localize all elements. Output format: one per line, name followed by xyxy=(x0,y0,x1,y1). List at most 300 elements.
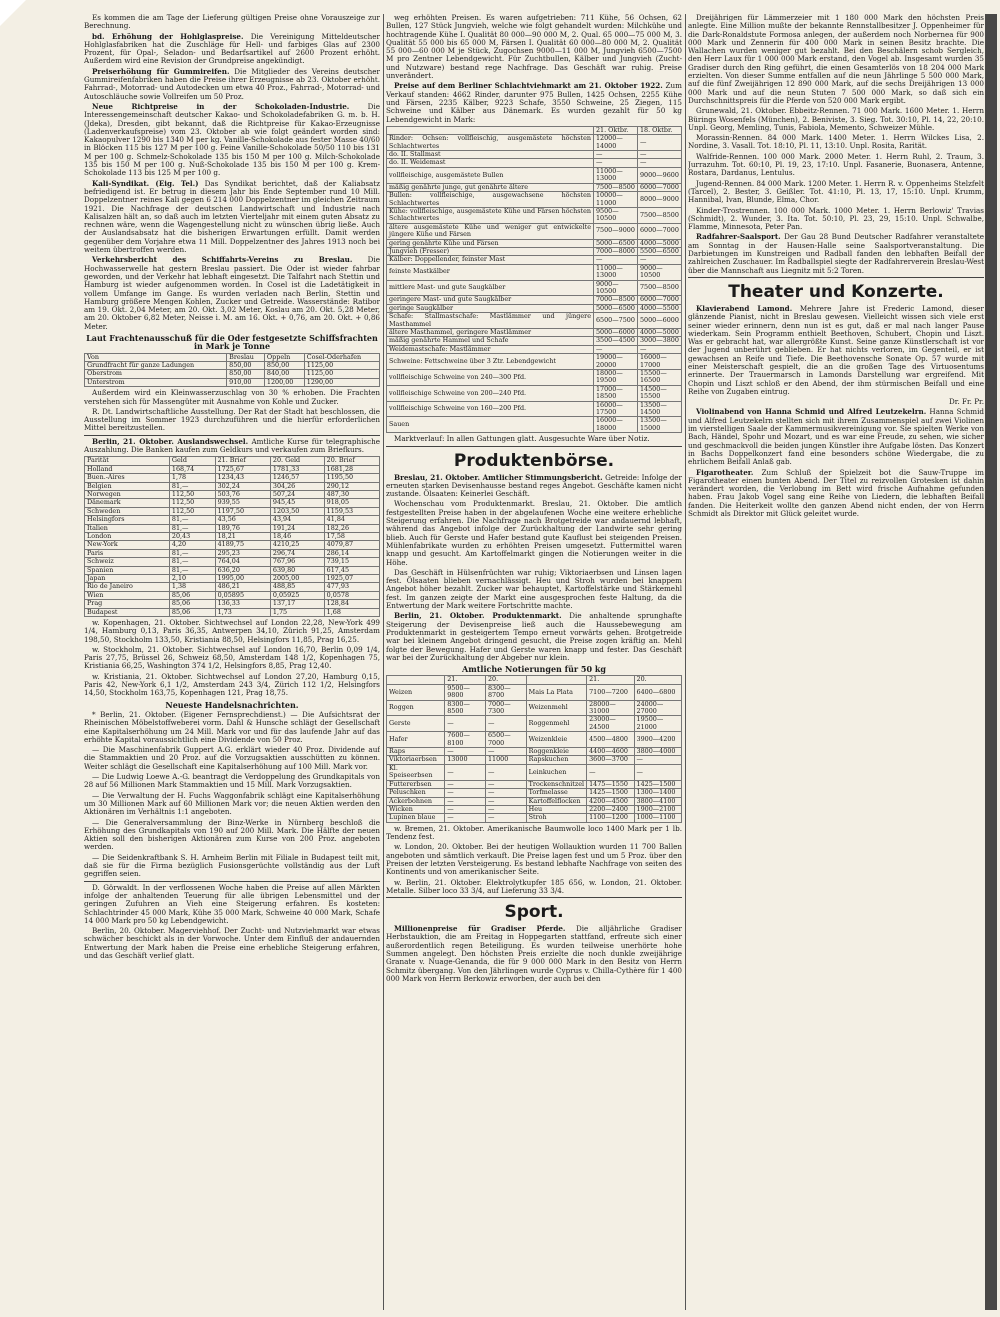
table-header-cell xyxy=(526,676,586,684)
table-cell: 5000—6500 xyxy=(593,239,637,247)
table-cell: 2200—2400 xyxy=(587,805,634,813)
table-cell: 1290,00 xyxy=(304,378,379,386)
table-header xyxy=(85,457,380,465)
article-text: Amtliche Kurse für telegraphische Auszahlung. Die Banken kaufen zum Geldkurs und verkaufen zum Briefkurs. xyxy=(84,436,380,454)
table-cell: 3000—3800 xyxy=(637,337,681,345)
article-text: Zum Schluß der Spielzeit bot die Sauw-Truppe im Figarotheater einen bunten Abend. Der Titel zu reizvollen Grotesken ist dahin verändert worden, die Verlobung im Bett wird frische Aufnahme gefunden haben. Frau Jakob Vogel sang eine Reihe von Liedern, die lebhaften Beifall fanden. Die Heiterkeit wollte den ganzen Abend nicht enden, der von Herrn Schmidt als Direktor mit Glück geleitet wurde. xyxy=(688,467,984,519)
table-cell: Budapest xyxy=(85,608,170,616)
table-cell: 17,58 xyxy=(324,532,379,540)
paragraph: — Die Maschinenfabrik Guppert A.G. erklärt wieder 40 Proz. Dividende auf die Stammaktien und 20 Proz. auf die Vorzugsaktien ausschütten zu können. Weiter schlägt die Gesellschaft eine Kapitalserhöhung auf 100 Mill. Mark vor. xyxy=(84,745,380,771)
table-cell: ältere ausgemästete Kühe und weniger gut entwickelte jüngere Kühe und Färsen xyxy=(387,223,594,239)
table-header-cell: Geld xyxy=(169,457,215,465)
table-cell: Lupinen blaue xyxy=(387,814,445,822)
article-heading: Preiserhöhung für Gummireifen. xyxy=(92,66,230,76)
livestock-table xyxy=(386,126,682,433)
table-cell: — xyxy=(637,151,681,159)
divider xyxy=(688,277,984,278)
table-cell: feinste Mastkälber xyxy=(387,264,594,280)
table-cell: 4189,75 xyxy=(215,541,270,549)
article-text: Der Gau 28 Bund Deutscher Radfahrer veranstaltete am Sonntag in der Hausen-Halle seine Saalsportveranstaltung. Die Darbietungen im Kunstreigen und Radball fanden den lebhaften Beifall der zahlreichen Zuschauer. Im Radballspiel siegte der Radfahrerverein Breslau-West über die Mannschaft aus Liegnitz mit 5:2 Toren. xyxy=(688,232,984,275)
exchange-table xyxy=(84,456,380,617)
paragraph: Wochenschau vom Produktenmarkt. Breslau, 21. Oktober. Die amtlich festgestellten Preise haben in der abgelaufenen Woche eine weitere erhebliche Steigerung erfahren. Die Nachfrage nach Brotgetreide war andauernd lebhaft, während das Angebot infolge der Zurückhaltung der Landwirte sehr gering blieb. Auch für Gerste und Hafer bestand gute Kauflust bei steigenden Preisen. Mühlenfabrikate wurden zu erhöhten Preisen umgesetzt. Futtermittel waren knapp und gesucht. Am Kartoffelmarkt gingen die Notierungen weiter in die Höhe. xyxy=(386,499,682,567)
table-row xyxy=(85,499,380,507)
table-cell: 486,21 xyxy=(215,583,270,591)
table-cell: — xyxy=(485,805,526,813)
table-cell: 6000—7000 xyxy=(637,296,681,304)
section-title: Sport. xyxy=(504,902,564,923)
table-cell: Oberstrom xyxy=(85,370,227,378)
table-cell: 3500—4500 xyxy=(593,337,637,345)
table-header-cell: 20. xyxy=(485,676,526,684)
table-cell: Weidemastschafe: Mastlämmer xyxy=(387,345,594,353)
article xyxy=(688,408,984,466)
table-cell: Heu xyxy=(526,805,586,813)
table-cell: — xyxy=(445,797,486,805)
table-cell: 1125,00 xyxy=(304,361,379,369)
article-text: Die Hochwasserwelle hat gestern Breslau passiert. Die Oder ist wieder fahrbar geworden, und der Verkehr hat lebhaft eingesetzt. Die Talfahrt nach Stettin und Hamburg ist wieder aufgenommen worden. In Cosel ist die Ladetätigkeit in vollem Umfange im Gange. Es wurden verladen nach Berlin, Stettin und Hamburg größere Mengen Kohlen, Zucker und Getreide. Wasserstände: Ratibor am 19. Okt. 2,04 Meter, am 20. Okt. 3,02 Meter, Koslau am 20. Okt. 5,28 Meter, am 20. Oktober 6,82 Meter, Neisse i. M. am 16. Okt. + 0,76, am 20. Okt. + 0,86 Meter. xyxy=(84,255,380,331)
table-cell: — xyxy=(485,814,526,822)
table-header-cell: Parität xyxy=(85,457,170,465)
table-cell: 16000—17000 xyxy=(637,354,681,370)
article xyxy=(84,33,380,66)
table-cell: Ackerbohnen xyxy=(387,797,445,805)
section-title: Theater und Konzerte. xyxy=(728,281,944,302)
table-cell: 7000—8000 xyxy=(593,247,637,255)
paragraph: w. Bremen, 21. Oktober. Amerikanische Baumwolle loco 1400 Mark per 1 lb. Tendenz fest. xyxy=(386,823,682,842)
table-cell: 9500—10500 xyxy=(593,207,637,223)
article-text: Die Vereinigung Mitteldeutscher Hohlglasfabriken hat die Zuschläge für Hell- und farbiges Glas auf 2300 Prozent, für Opal-, Seladon- und Bedarfsartikel auf 2600 Prozent erhöht. Außerdem wird eine Revision der Grundpreise angekündigt. xyxy=(84,31,380,66)
table-cell: 43,56 xyxy=(215,516,270,524)
article xyxy=(84,180,380,255)
table-cell: 3800—4100 xyxy=(634,797,681,805)
table-cell: — xyxy=(445,805,486,813)
table-cell: 10000—11000 xyxy=(593,192,637,208)
table-cell: 1200,00 xyxy=(264,378,304,386)
table-cell: — xyxy=(587,764,634,780)
table-cell: — xyxy=(637,159,681,167)
table-cell: 11000 xyxy=(485,756,526,764)
table-cell: Futtererbsen xyxy=(387,780,445,788)
table-cell: Stroh xyxy=(526,814,586,822)
table-cell: 81,— xyxy=(169,558,215,566)
table-cell: 81,— xyxy=(169,566,215,574)
table-row xyxy=(387,764,682,780)
table-cell: Belgien xyxy=(85,482,170,490)
article-heading: bd. Erhöhung der Hohlglaspreise. xyxy=(92,31,244,41)
table-cell: 3900—4200 xyxy=(634,732,681,748)
table-cell: 9000—10500 xyxy=(637,264,681,280)
table-row xyxy=(387,756,682,764)
table-cell: 43,94 xyxy=(270,516,324,524)
article-text: Getreide: Infolge der erneuten starken Devisenhausse bestand reges Angebot. Geschäfte kamen nicht zustande. Ölsaaten: Keinerlei Geschäft. xyxy=(386,472,682,499)
table-cell: Norwegen xyxy=(85,490,170,498)
table-cell: Rinder: Ochsen: vollfleischig, ausgemästete höchsten Schlachtwertes xyxy=(387,135,594,151)
table-cell: Sauen xyxy=(387,417,594,433)
paragraph: Jugend-Rennen. 84 000 Mark. 1200 Meter. 1. Herrn R. v. Oppenheims Stelzfelt (Tarcel), 2. Bester, 3. Geißler. Tot. 41:10, Pl. 13, 17, 15:10. Unpl. Krumm, Hannibal, Ivan, Blunde, Elma, Chor. xyxy=(688,178,984,205)
table-cell: London xyxy=(85,532,170,540)
table-cell: 910,00 xyxy=(227,378,265,386)
table-cell: 15500—16500 xyxy=(637,370,681,386)
article-text: Hanna Schmid und Alfred Leutzekelrn stellten sich mit ihrem Zusammenspiel auf zwei Violinen im vierstelligen Saale der Kammermusikvereinigung vor. Sie spielten Werke von Bach, Händel, Spohr und Mozart, und es war eine Freude, zu sehen, wie sicher und geschmackvoll die beiden jungen Künstler ihre Aufgabe lösten. Das Konzert in Bachs Doppelkonzert fand eine besonders schöne Wiedergabe, die zu ehrlichem Beifall Anlaß gab. xyxy=(688,407,984,467)
paragraph: w. Berlin, 21. Oktober. Elektrolytkupfer 185 656, w. London, 21. Oktober. Metalle. Silber loco 33 3/4, auf Lieferung 33 3/4. xyxy=(386,877,682,895)
table-cell: 16000—17500 xyxy=(593,401,637,417)
table-header-cell: 21. Oktbr. xyxy=(593,126,637,134)
table-cell: 1925,07 xyxy=(324,574,379,582)
table-cell: Paris xyxy=(85,549,170,557)
table-cell: Weizenmehl xyxy=(526,700,586,716)
table-cell: 112,50 xyxy=(169,499,215,507)
table-row xyxy=(387,264,682,280)
table-cell: 507,24 xyxy=(270,490,324,498)
table-cell: 7500—8500 xyxy=(637,280,681,296)
paragraph: Es kommen die am Tage der Lieferung gültigen Preise ohne Vorauszeige zur Berechnung. xyxy=(84,14,380,31)
table-cell: 8300—8500 xyxy=(445,700,486,716)
paragraph: w. Stockholm, 21. Oktober. Sichtwechsel auf London 16,70, Berlin 0,09 1/4, Paris 27,75, Brüssel 26, Schweiz 68,50, Amsterdam 148 1/2, Kopenhagen 75, Kristiania 66,25, Washington 374 1/2, Helsingfors 8,85, Prag 12,40. xyxy=(84,644,380,671)
table-cell: 112,50 xyxy=(169,507,215,515)
table-cell: mäßig genährte Hammel und Schafe xyxy=(387,337,594,345)
article xyxy=(84,68,380,101)
article-heading: Preise auf dem Berliner Schlachtviehmarkt am 21. Oktober 1922. xyxy=(394,81,663,91)
table-cell: 41,84 xyxy=(324,516,379,524)
paragraph: w. London, 20. Oktober. Bei der heutigen Wollauktion wurden 11 700 Ballen angeboten und sämtlich verkauft. Die Preise lagen fest und um 5 Proz. über den Preisen der letzten Versteigerung. Es bestand lebhafte Nachfrage von seiten des Kontinents und von amerikanischer Seite. xyxy=(386,842,682,877)
table-cell: 20,43 xyxy=(169,532,215,540)
paragraph: Morassin-Rennen. 84 000 Mark. 1400 Meter. 1. Herrn Wilckes Lisa, 2. Nordine, 3. Vasall. Tot. 18:10, Pl. 11, 13:10. Unpl. Rosita, Rarität. xyxy=(688,133,984,151)
table-row xyxy=(387,256,682,264)
table-cell: 1,73 xyxy=(215,608,270,616)
table-cell: Buen.-Aires xyxy=(85,474,170,482)
table-row xyxy=(387,313,682,329)
table-cell: 5000—6000 xyxy=(637,313,681,329)
article xyxy=(688,233,984,274)
table-cell: Helsingfors xyxy=(85,516,170,524)
table-cell: 0,0578 xyxy=(324,591,379,599)
article xyxy=(386,612,682,662)
table-cell: — xyxy=(593,345,637,353)
table-cell: Torfmelasse xyxy=(526,789,586,797)
table-cell: 7500—9000 xyxy=(593,223,637,239)
table-row xyxy=(387,280,682,296)
table-cell: 137,17 xyxy=(270,600,324,608)
table-row xyxy=(85,378,380,386)
table-cell: Roggen xyxy=(387,700,445,716)
table-cell: — xyxy=(637,135,681,151)
table-header-cell: 21. xyxy=(587,676,634,684)
table-cell: 850,00 xyxy=(227,370,265,378)
paragraph: * Berlin, 21. Oktober. (Eigener Fernsprechdienst.) — Die Aufsichtsrat der Rheinischen Möbelstoffweberei vorm. Dahl & Hunsche schlägt der Gesellschaft eine Kapitalserhöhung um 24 Mill. Mark vor und für das laufende Jahr auf das erhöhte Kapital voraussichtlich eine Dividende von 50 Proz. xyxy=(84,709,380,744)
table-row xyxy=(387,223,682,239)
newspaper-page xyxy=(84,14,984,1310)
table-row xyxy=(387,345,682,353)
table-header-cell: Von xyxy=(85,353,227,361)
table-cell: — xyxy=(485,780,526,788)
table-cell: — xyxy=(445,789,486,797)
table-cell: 945,45 xyxy=(270,499,324,507)
column-1 xyxy=(84,14,380,1310)
table-cell: 19000—20000 xyxy=(593,354,637,370)
table-cell: 4079,87 xyxy=(324,541,379,549)
table-row xyxy=(85,516,380,524)
table-cell: 81,— xyxy=(169,549,215,557)
article-text: Die alljährliche Gradiser Herbstauktion, die am Freitag in Hoppegarten stattfand, erfreute sich einer außerordentlich regen Beteiligung. Es wurden teilweise unerhörte hohe Summen angelegt. Den höchsten Preis erzielte die noch dunkle zweijährige Granate v. Nuage-Genanda, die für 9 000 000 Mark in den Besitz von Herrn Schmitz übergang. Von den Jährlingen wurde Cyprus v. Chilla-Cythère für 1 400 000 Mark von Herrn Berkowiz erworben, der auch bei den xyxy=(386,924,682,983)
table-header-cell: Oppeln xyxy=(264,353,304,361)
paragraph: D. Görwaldt. In der verflossenen Woche haben die Preise auf allen Märkten infolge der anhaltenden Teuerung für alle übrigen Lebensmittel und der geringen Zufuhren an Vieh eine Steigerung erfahren. Es kosteten: Schlachtrinder 45 000 Mark, Kühe 35 000 Mark, Schweine 40 000 Mark, Schafe 14 000 Mark pro 50 kg Lebendgewicht. xyxy=(84,882,380,925)
article-heading: Radfahrer-Saalsport. xyxy=(696,232,781,242)
paragraph: Kinder-Trostrennen. 100 000 Mark. 1000 Meter. 1. Herrn Berlowiz' Travias (Schmidt), 2. Wunder, 3. Ita. Tot. 50:10, Pl. 23, 29, 15:10. Unpl. Schwalbe, Flamme, Minnesota, Peter Pan. xyxy=(688,205,984,232)
table-cell: 4000—5000 xyxy=(637,239,681,247)
table-cell: 5000—6500 xyxy=(593,304,637,312)
table-cell: gering genährte Kühe und Färsen xyxy=(387,239,594,247)
article xyxy=(386,82,682,123)
table-cell: 1,78 xyxy=(169,474,215,482)
table-cell: 1781,33 xyxy=(270,465,324,473)
table-cell: 7500—8500 xyxy=(593,183,637,191)
table-cell: 9000—9600 xyxy=(637,167,681,183)
table-cell: geringere Mast- und gute Saugkälber xyxy=(387,296,594,304)
table-cell: 4000—5500 xyxy=(637,304,681,312)
table-row xyxy=(85,600,380,608)
table-cell: do. II. Stallmast xyxy=(387,151,594,159)
page-corner xyxy=(0,0,26,26)
column-2 xyxy=(386,14,682,1310)
article-heading: Figarotheater. xyxy=(696,467,754,477)
table-cell: 1197,50 xyxy=(215,507,270,515)
table-cell: 7600—8100 xyxy=(445,732,486,748)
table-cell: vollfleischige Schweine von 240—300 Pfd. xyxy=(387,370,594,386)
table-cell: Kälber: Doppellender, feinster Mast xyxy=(387,256,594,264)
table-cell: — xyxy=(445,748,486,756)
paragraph: Grunewald, 21. Oktober. Ebbeitz-Rennen. 71 000 Mark. 1600 Meter. 1. Herrn Bürings Wosenfels (München), 2. Beniviste, 3. Sieg. Tot. 30:10, Pl. 14, 22, 20:10. Unpl. Georg, Memling, Tunis, Fabiola, Memento, Schweizer Mühle. xyxy=(688,106,984,132)
table-cell: 850,00 xyxy=(264,361,304,369)
table-cell: Grundfracht für ganze Ladungen xyxy=(85,361,227,369)
table-cell: Gerste xyxy=(387,716,445,732)
table-cell: 487,30 xyxy=(324,490,379,498)
table-cell: Jungvieh (Fresser) xyxy=(387,247,594,255)
table-cell: 850,00 xyxy=(227,361,265,369)
divider xyxy=(386,897,682,898)
table-cell: — xyxy=(445,814,486,822)
table-cell: 7100—7200 xyxy=(587,684,634,700)
table-cell: 302,24 xyxy=(215,482,270,490)
table-cell: 1425—1500 xyxy=(587,789,634,797)
column-rule xyxy=(383,14,384,1310)
table-cell: 8000—9000 xyxy=(637,192,681,208)
table-cell: Japan xyxy=(85,574,170,582)
table-cell: Wien xyxy=(85,591,170,599)
table-cell: 182,26 xyxy=(324,524,379,532)
table-row xyxy=(387,684,682,700)
table-cell: Kühe: vollfleischige, ausgemästete Kühe und Färsen höchsten Schlachtwertes xyxy=(387,207,594,223)
table-cell: 6500—7500 xyxy=(593,313,637,329)
table-cell: Dänemark xyxy=(85,499,170,507)
table-cell: Leinkuchen xyxy=(526,764,586,780)
table-cell: 1725,67 xyxy=(215,465,270,473)
table-cell: 13500—14500 xyxy=(637,401,681,417)
table-cell: 1300—1400 xyxy=(634,789,681,797)
paragraph: weg erhöhten Preisen. Es waren aufgetrieben: 711 Kühe, 56 Ochsen, 62 Bullen, 127 Stück Jungvieh, welche wie folgt gehandelt wurden: Milchkühe und hochtragende Kühe I. Qualität 80 000—90 000 M, 2. Qual. 65 000—75 000 M, 3. Qualität 55 000 bis 65 000 M, Färsen I. Qualität 60 000—80 000 M, 2. Qualität 55 000—60 000 M je Stück, Zugochsen 9000—11 000 M, Jungvieh 6500—7500 M pro Zentner Lebendgewicht. Für Zuchtbullen, Kälber und Jungvieh (Zucht- und Nutzware) bestand rege Nachfrage. Das Geschäft war ruhig. Preise unverändert. xyxy=(386,14,682,81)
table-cell: Schweine: Fettschweine über 3 Ztr. Lebendgewicht xyxy=(387,354,594,370)
table-row xyxy=(387,207,682,223)
table-cell: Peluschken xyxy=(387,789,445,797)
table-cell: 12000—14000 xyxy=(593,135,637,151)
table-cell: 764,04 xyxy=(215,558,270,566)
article-heading: Verkehrsbericht des Schiffahrts-Vereins zu Breslau. xyxy=(92,255,353,265)
table-cell: 1246,57 xyxy=(270,474,324,482)
table-cell: 13500—15000 xyxy=(637,417,681,433)
table-cell: Schweden xyxy=(85,507,170,515)
table-header-cell: 18. Oktbr. xyxy=(637,126,681,134)
table-cell: 1681,28 xyxy=(324,465,379,473)
article xyxy=(386,474,682,499)
table-cell: Italien xyxy=(85,524,170,532)
produce-table xyxy=(386,675,682,822)
article-heading: Breslau, 21. Oktober. Amtlicher Stimmungsbericht. xyxy=(394,472,603,482)
article xyxy=(688,469,984,519)
article-heading: Berlin, 21. Oktober. Auslandswechsel. xyxy=(92,436,249,446)
article-heading: Klavierabend Lamond. xyxy=(696,303,793,313)
table-cell: 23000—24500 xyxy=(587,716,634,732)
table-cell: Bullen: vollfleischige, ausgewachsene höchsten Schlachtwertes xyxy=(387,192,594,208)
table-cell: 14500—15500 xyxy=(637,385,681,401)
table-cell: 9000—10500 xyxy=(593,280,637,296)
table-header-cell: Breslau xyxy=(227,353,265,361)
table-header-cell: 20. Geld xyxy=(270,457,324,465)
table-cell: mäßig genährte junge, gut genährte ältere xyxy=(387,183,594,191)
table-row xyxy=(85,558,380,566)
paragraph: Berlin, 20. Oktober. Magerviehhof. Der Zucht- und Nutzviehmarkt war etwas schwächer beschickt als in der Vorwoche. Unter dem Einfluß der andauernden Entwertung der Mark haben die Preise eine erhebliche Steigerung erfahren, und das Geschäft verlief glatt. xyxy=(84,926,380,960)
table-header xyxy=(387,676,682,684)
table-cell: — xyxy=(485,797,526,805)
table-row xyxy=(387,159,682,167)
table-cell: 81,— xyxy=(169,524,215,532)
article-text: Die Mitglieder des Vereins deutscher Gummireifenfabriken haben die Preise ihrer Erzeugnisse ab 23. Oktober erhöht. Fahrrad-, Motorrad- und Autodecken um etwa 40 Proz., Fahrrad-, Motorrad- und Autoschläuche sowie Vollreifen um 50 Proz. xyxy=(84,66,380,101)
table-row xyxy=(387,354,682,370)
table-cell: Hafer xyxy=(387,732,445,748)
table-row xyxy=(387,167,682,183)
table-row xyxy=(387,417,682,433)
table-cell: 639,80 xyxy=(270,566,324,574)
table-cell: Roggenkleie xyxy=(526,748,586,756)
table-cell: 81,— xyxy=(169,516,215,524)
table-cell: 24000—27000 xyxy=(634,700,681,716)
table-cell: Viktoriaerbsen xyxy=(387,756,445,764)
table-header-cell: 21. Brief xyxy=(215,457,270,465)
table-header-cell: 20. Brief xyxy=(324,457,379,465)
article xyxy=(84,103,380,178)
paragraph: — Die Verwaltung der H. Fuchs Waggonfabrik schlägt eine Kapitalserhöhung um 30 Millionen Mark auf 60 Millionen Mark vor; die neuen Aktien werden den Aktionären im Verhältnis 1:1 angeboten. xyxy=(84,790,380,817)
table-row xyxy=(85,474,380,482)
table-cell: 7500—8500 xyxy=(637,207,681,223)
table-cell: 28000—31000 xyxy=(587,700,634,716)
table-cell: ältere Masthammel, geringere Mastlämmer xyxy=(387,329,594,337)
table-cell: do. II. Weidemast xyxy=(387,159,594,167)
paragraph: Das Geschäft in Hülsenfrüchten war ruhig; Viktoriaerbsen und Linsen lagen fest. Ölsaaten blieben vernachlässigt. Heu und Stroh wurden bei knappem Angebot höher bezahlt. Zucker war behauptet, Kartoffelstärke und Stärkemehl fest. Im ganzen zeigte der Markt eine ausgesprochen feste Haltung, da die Entwertung der Mark weitere Fortschritte machte. xyxy=(386,567,682,611)
table-cell: 4200—4500 xyxy=(587,797,634,805)
table-cell: 840,00 xyxy=(264,370,304,378)
table-cell: 918,05 xyxy=(324,499,379,507)
table-cell: — xyxy=(485,748,526,756)
table-cell: 1159,53 xyxy=(324,507,379,515)
article xyxy=(84,438,380,455)
table-cell: Schweiz xyxy=(85,558,170,566)
table-cell: 4500—4800 xyxy=(587,732,634,748)
produce-table-title: Amtliche Notierungen für 50 kg xyxy=(462,664,606,675)
table-cell: Weizenkleie xyxy=(526,732,586,748)
table-row xyxy=(387,401,682,417)
table-cell: 0,05895 xyxy=(215,591,270,599)
table-row xyxy=(387,135,682,151)
table-cell: mittlere Mast- und gute Saugkälber xyxy=(387,280,594,296)
table-row xyxy=(387,789,682,797)
table-cell: — xyxy=(485,764,526,780)
table-cell: Unterstrom xyxy=(85,378,227,386)
article-text: Das Syndikat berichtet, daß der Kaliabsatz befriedigend ist. Er betrug in diesem Jahr bis Ende September rund 10 Mill. Doppelzentner reines Kali gegen 6 214 000 Doppelzentner im gleichen Zeitraum 1921. Die Nachfrage der deutschen Landwirtschaft und Industrie nach Kalisalzen hält an, so daß auch im letzten Vierteljahr mit einem guten Absatz zu rechnen wäre, wenn die Wagengestellung nicht zu wünschen übrig ließe. Auch der Auslandsabsatz hat die bisherigen Erwartungen erfüllt. Damit werden gegenüber dem Vorjahre etwa 11 Mill. Doppelzentner des Jahres 1913 noch bei weitem übertroffen werden. xyxy=(84,178,380,255)
freight-table xyxy=(84,353,380,388)
table-cell: 1475—1550 xyxy=(587,780,634,788)
table-cell: 5500—6500 xyxy=(637,247,681,255)
table-cell: 128,84 xyxy=(324,600,379,608)
table-cell: 1203,50 xyxy=(270,507,324,515)
paragraph: Außerdem wird ein Kleinwasserzuschlag von 30 % erhoben. Die Frachten verstehen sich für Massengüter mit Ausnahme von Kohle und Zucker. xyxy=(84,388,380,406)
article-text: Die anhaltende sprunghafte Steigerung der Devisenpreise ließ auch die Haussebewegung am Produktenmarkt in gesteigertem Tempo erneut vorwärts gehen. Brotgetreide war bei kleinem Angebot dringend gesucht, die Preise zogen kräftig an. Mehl folgte der Bewegung. Hafer und Gerste waren knapp und fester. Das Geschäft war bei der Zurückhaltung der Abgeber nur klein. xyxy=(386,611,682,662)
table-cell: 1,68 xyxy=(324,608,379,616)
table-cell: — xyxy=(637,256,681,264)
table-cell: 16000—18000 xyxy=(593,417,637,433)
table-cell: 4,20 xyxy=(169,541,215,549)
table-cell: — xyxy=(593,256,637,264)
table-cell: 6000—7000 xyxy=(637,183,681,191)
table-cell: 4210,25 xyxy=(270,541,324,549)
section-title: Neueste Handelsnachrichten. xyxy=(165,699,299,710)
freight-table-title: Laut Frachtenausschuß für die Oder festgesetzte Schiffsfrachten in Mark je Tonne xyxy=(86,332,378,352)
signature: Dr. Fr. Pr. xyxy=(949,397,984,407)
table-cell: 636,20 xyxy=(215,566,270,574)
table-cell: 1195,50 xyxy=(324,474,379,482)
table-cell: 18,21 xyxy=(215,532,270,540)
table-row xyxy=(85,541,380,549)
table-cell: — xyxy=(593,159,637,167)
divider xyxy=(386,446,682,447)
table-cell: Schafe: Stallmastschafe: Mastlämmer und jüngere Masthammel xyxy=(387,313,594,329)
paragraph: — Die Generalversammlung der Binz-Werke in Nürnberg beschloß die Erhöhung des Grundkapitals von 190 auf 200 Mill. Mark. Die Hälfte der neuen Aktien soll den bisherigen Aktionären zum Kurse von 200 Proz. angeboten werden. xyxy=(84,817,380,852)
table-cell: 189,76 xyxy=(215,524,270,532)
table-cell: 1000—1100 xyxy=(634,814,681,822)
table-cell: Mais La Plata xyxy=(526,684,586,700)
table-cell: Trockenschnitzel xyxy=(526,780,586,788)
table-cell: Rapskuchen xyxy=(526,756,586,764)
table-cell: 81,— xyxy=(169,482,215,490)
page-edge xyxy=(985,14,997,1310)
column-3 xyxy=(688,14,984,1310)
table-cell: New-York xyxy=(85,541,170,549)
table-header-cell: 21. xyxy=(445,676,486,684)
table-cell: 503,76 xyxy=(215,490,270,498)
paragraph: R. Dt. Landwirtschaftliche Ausstellung. Der Rat der Stadt hat beschlossen, die Ausstellung im Sommer 1923 durchzuführen und die hierfür erforderlichen Mittel bereitzustellen. xyxy=(84,406,380,433)
table-row xyxy=(387,814,682,822)
table-row xyxy=(387,700,682,716)
table-cell: 2,10 xyxy=(169,574,215,582)
table-cell: 19500—21000 xyxy=(634,716,681,732)
table-cell: — xyxy=(637,345,681,353)
table-cell: 5000—6000 xyxy=(593,329,637,337)
table-cell: 18,46 xyxy=(270,532,324,540)
table-cell: 4400—4600 xyxy=(587,748,634,756)
table-cell: Wicken xyxy=(387,805,445,813)
table-cell: 295,23 xyxy=(215,549,270,557)
table-cell: — xyxy=(485,716,526,732)
table-cell: 488,85 xyxy=(270,583,324,591)
table-row xyxy=(387,192,682,208)
paragraph: w. Kristiania, 21. Oktober. Sichtwechsel auf London 27,20, Hamburg 0,15, Paris 42, New-York 6,1 1/2, Amsterdam 243 3/4, Zürich 112 1/2, Helsingfors 14,50, Stockholm 163,75, Kopenhagen 121, Prag 18,75. xyxy=(84,671,380,698)
